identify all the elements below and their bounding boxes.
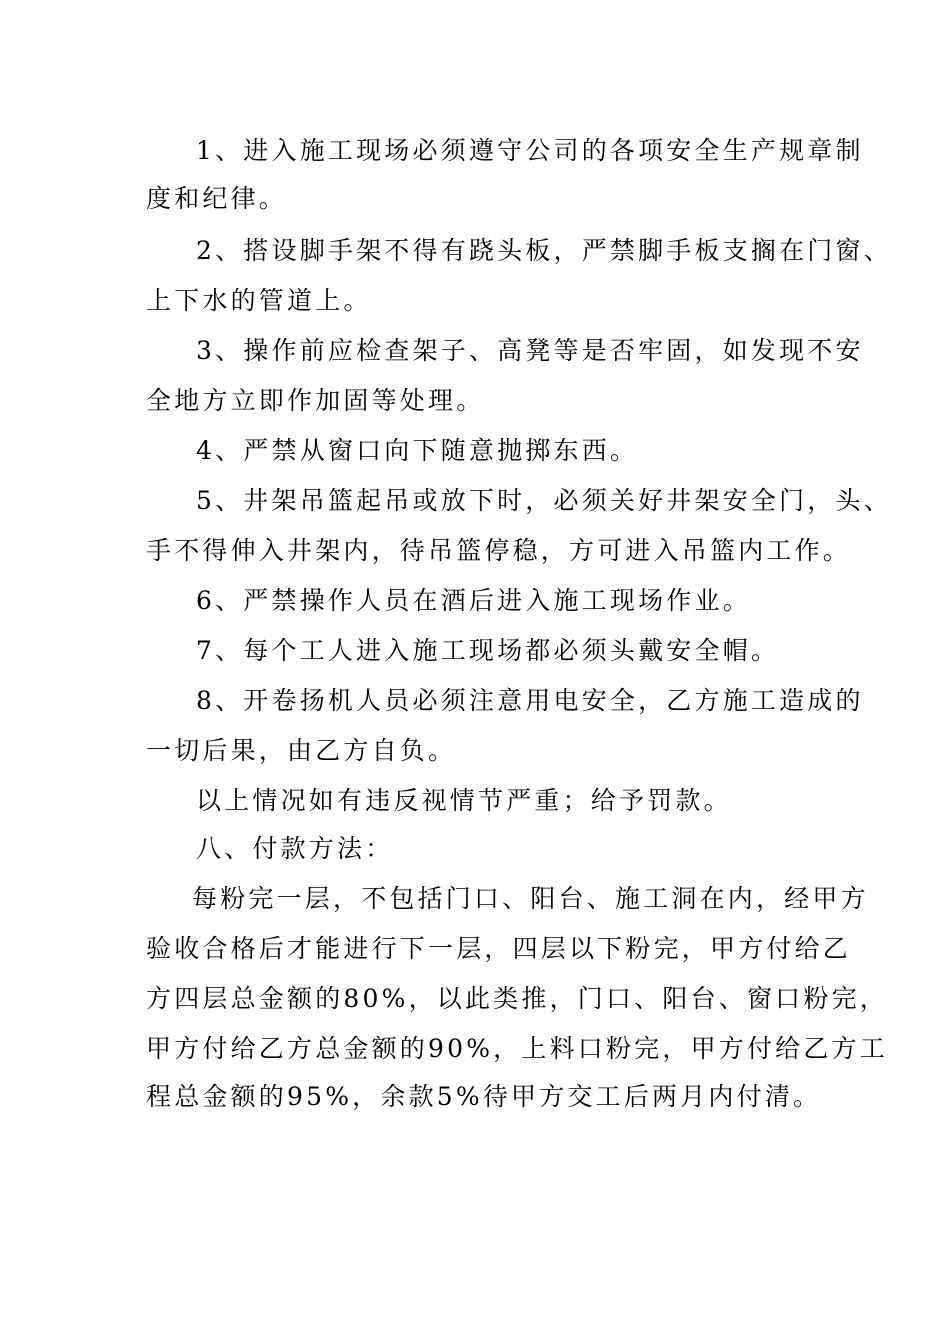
rule-6-line: 6、严禁操作人员在酒后进入施工现场作业。 bbox=[196, 586, 751, 615]
rule-2-line-2: 上下水的管道上。 bbox=[146, 286, 372, 315]
rule-5-line-1: 5、井架吊篮起吊或放下时，必须关好井架安全门，头、 bbox=[196, 486, 892, 515]
rule-7-line: 7、每个工人进入施工现场都必须头戴安全帽。 bbox=[196, 636, 780, 665]
payment-line-3: 方四层总金额的80%，以此类推，门口、阳台、窗口粉完， bbox=[146, 984, 888, 1013]
payment-line-4: 甲方付给乙方总金额的90%，上料口粉完，甲方付给乙方工 bbox=[146, 1034, 888, 1063]
rule-5-line-2: 手不得伸入井架内，待吊篮停稳，方可进入吊篮内工作。 bbox=[146, 536, 852, 565]
section-heading-payment: 八、付款方法： bbox=[196, 834, 394, 863]
rule-8-line-1: 8、开卷扬机人员必须注意用电安全，乙方施工造成的 bbox=[196, 686, 864, 715]
rule-1-line-2: 度和纪律。 bbox=[146, 184, 288, 213]
payment-line-2: 验收合格后才能进行下一层，四层以下粉完，甲方付给乙 bbox=[146, 934, 852, 963]
penalty-note: 以上情况如有违反视情节严重；给予罚款。 bbox=[196, 786, 732, 815]
rule-1-line-1: 1、进入施工现场必须遵守公司的各项安全生产规章制 bbox=[196, 136, 864, 165]
rule-4-line: 4、严禁从窗口向下随意抛掷东西。 bbox=[196, 436, 639, 465]
rule-3-line-1: 3、操作前应检查架子、高凳等是否牢固，如发现不安 bbox=[196, 336, 864, 365]
rule-8-line-2: 一切后果，由乙方自负。 bbox=[146, 736, 457, 765]
payment-line-5: 程总金额的95%，余款5%待甲方交工后两月内付清。 bbox=[146, 1082, 822, 1111]
payment-line-1: 每粉完一层，不包括门口、阳台、施工洞在内，经甲方 bbox=[192, 884, 869, 913]
rule-2-line-1: 2、搭设脚手架不得有跷头板，严禁脚手板支搁在门窗、 bbox=[196, 236, 892, 265]
rule-3-line-2: 全地方立即作加固等处理。 bbox=[146, 386, 485, 415]
